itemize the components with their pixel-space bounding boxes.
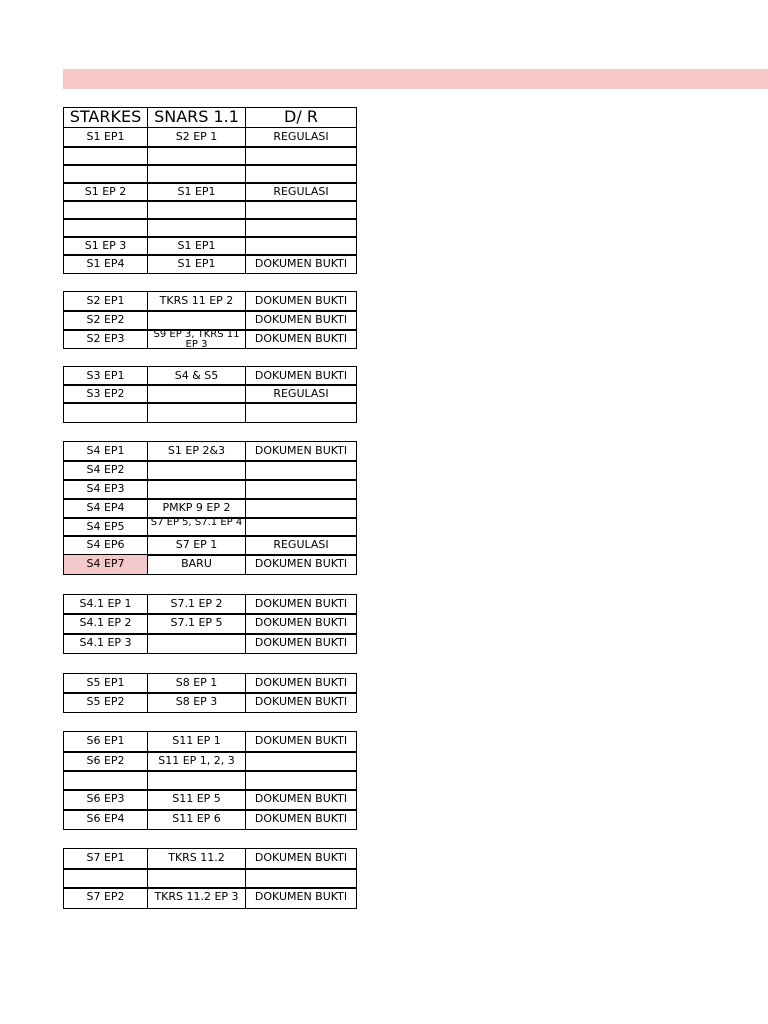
- spacer-row: [63, 273, 357, 292]
- table-row: [63, 751, 357, 771]
- table-row: [63, 127, 357, 147]
- header-snars[interactable]: SNARS 1.1: [147, 107, 246, 128]
- table-row: [63, 291, 357, 311]
- cell-dr[interactable]: DOKUMEN BUKTI: [245, 554, 357, 575]
- cell-dr[interactable]: [245, 236, 357, 256]
- table-row: [63, 329, 357, 348]
- cell-dr[interactable]: REGULASI: [245, 182, 357, 202]
- cell-dr[interactable]: [245, 517, 357, 537]
- cell-snars[interactable]: S1 EP1: [147, 182, 246, 202]
- spacer-row: [63, 829, 357, 849]
- cell-dr[interactable]: [245, 770, 357, 791]
- cell-snars[interactable]: S7 EP 5, S7.1 EP 4: [147, 517, 246, 537]
- cell-starkes[interactable]: S4.1 EP 2: [63, 613, 148, 635]
- cell-starkes[interactable]: S6 EP3: [63, 789, 148, 811]
- cell-dr[interactable]: [245, 498, 357, 519]
- cell-snars[interactable]: BARU: [147, 554, 246, 575]
- table-row: [63, 848, 357, 869]
- cell-snars[interactable]: [147, 218, 246, 238]
- cell-starkes[interactable]: S5 EP1: [63, 673, 148, 694]
- table-row: [63, 613, 357, 634]
- cell-snars[interactable]: S1 EP1: [147, 254, 246, 274]
- table-row: [63, 479, 357, 499]
- cell-snars[interactable]: PMKP 9 EP 2: [147, 498, 246, 519]
- cell-dr[interactable]: [245, 218, 357, 238]
- cell-dr[interactable]: [245, 402, 357, 423]
- cell-dr[interactable]: DOKUMEN BUKTI: [245, 291, 357, 312]
- cell-dr[interactable]: DOKUMEN BUKTI: [245, 692, 357, 713]
- cell-dr[interactable]: [245, 751, 357, 772]
- table-row: [63, 218, 357, 237]
- cell-snars[interactable]: [147, 633, 246, 654]
- cell-dr[interactable]: [245, 479, 357, 500]
- cell-starkes[interactable]: S4 EP7: [63, 554, 148, 575]
- cell-starkes[interactable]: S4 EP3: [63, 479, 148, 500]
- table-row: [63, 146, 357, 165]
- cell-dr[interactable]: DOKUMEN BUKTI: [245, 329, 357, 349]
- cell-snars[interactable]: S7 EP 1: [147, 535, 246, 556]
- cell-snars[interactable]: [147, 770, 246, 791]
- cell-snars[interactable]: S8 EP 3: [147, 692, 246, 713]
- cell-snars[interactable]: [147, 146, 246, 166]
- cell-starkes[interactable]: S7 EP2: [63, 887, 148, 909]
- spacer-row: [63, 653, 357, 674]
- cell-starkes[interactable]: S1 EP 2: [63, 182, 148, 202]
- cell-snars[interactable]: S2 EP 1: [147, 127, 246, 148]
- cell-snars[interactable]: TKRS 11 EP 2: [147, 291, 246, 312]
- cell-snars[interactable]: [147, 460, 246, 481]
- cell-snars[interactable]: S11 EP 1: [147, 731, 246, 753]
- spacer-row: [63, 712, 357, 732]
- table-row: [63, 633, 357, 653]
- table-row: [63, 692, 357, 712]
- cell-snars[interactable]: [147, 200, 246, 220]
- cell-dr[interactable]: DOKUMEN BUKTI: [245, 789, 357, 811]
- cell-snars[interactable]: [147, 164, 246, 184]
- cell-snars[interactable]: S11 EP 6: [147, 809, 246, 830]
- cell-dr[interactable]: DOKUMEN BUKTI: [245, 633, 357, 654]
- cell-starkes[interactable]: S6 EP2: [63, 751, 148, 772]
- table-row: [63, 441, 357, 461]
- cell-snars[interactable]: [147, 868, 246, 889]
- cell-starkes[interactable]: S4 EP5: [63, 517, 148, 537]
- cell-snars[interactable]: [147, 310, 246, 331]
- table-row: [63, 460, 357, 480]
- cell-dr[interactable]: DOKUMEN BUKTI: [245, 809, 357, 830]
- cell-starkes[interactable]: S4 EP4: [63, 498, 148, 519]
- header-dr[interactable]: D/ R: [245, 107, 357, 128]
- cell-snars[interactable]: [147, 479, 246, 500]
- cell-starkes[interactable]: S2 EP1: [63, 291, 148, 312]
- cell-starkes[interactable]: [63, 146, 148, 166]
- header-starkes[interactable]: STARKES: [63, 107, 148, 128]
- table-row: [63, 535, 357, 555]
- cell-starkes[interactable]: [63, 218, 148, 238]
- cell-dr[interactable]: REGULASI: [245, 127, 357, 148]
- cell-starkes[interactable]: S6 EP1: [63, 731, 148, 753]
- spacer-row: [63, 422, 357, 442]
- cell-dr[interactable]: [245, 460, 357, 481]
- cell-starkes[interactable]: S4 EP1: [63, 441, 148, 462]
- cell-snars[interactable]: TKRS 11.2: [147, 848, 246, 870]
- cell-dr[interactable]: REGULASI: [245, 535, 357, 556]
- table-row: [63, 366, 357, 385]
- cell-dr[interactable]: [245, 200, 357, 220]
- table-row: [63, 594, 357, 614]
- cell-starkes[interactable]: [63, 868, 148, 889]
- spacer-row: [63, 574, 357, 595]
- cell-snars[interactable]: TKRS 11.2 EP 3: [147, 887, 246, 909]
- cell-snars[interactable]: S11 EP 1, 2, 3: [147, 751, 246, 772]
- cell-starkes[interactable]: [63, 770, 148, 791]
- table-row: [63, 554, 357, 574]
- table-row: [63, 254, 357, 273]
- table-row: [63, 770, 357, 790]
- cell-dr[interactable]: DOKUMEN BUKTI: [245, 848, 357, 870]
- table-row: [63, 310, 357, 330]
- cell-snars[interactable]: S7.1 EP 5: [147, 613, 246, 635]
- cell-snars[interactable]: [147, 384, 246, 404]
- cell-dr[interactable]: REGULASI: [245, 384, 357, 404]
- cell-starkes[interactable]: S1 EP1: [63, 127, 148, 148]
- header-banner: [63, 69, 768, 89]
- cell-starkes[interactable]: S5 EP2: [63, 692, 148, 713]
- cell-dr[interactable]: DOKUMEN BUKTI: [245, 594, 357, 615]
- spreadsheet-table: [63, 107, 357, 908]
- cell-starkes[interactable]: S2 EP3: [63, 329, 148, 349]
- table-row: [63, 789, 357, 810]
- cell-snars[interactable]: S7.1 EP 2: [147, 594, 246, 615]
- cell-snars[interactable]: S1 EP1: [147, 236, 246, 256]
- cell-starkes[interactable]: [63, 402, 148, 423]
- cell-starkes[interactable]: S3 EP1: [63, 366, 148, 386]
- cell-starkes[interactable]: S4.1 EP 3: [63, 633, 148, 654]
- table-row: [63, 200, 357, 219]
- table-row: [63, 384, 357, 403]
- cell-snars[interactable]: S8 EP 1: [147, 673, 246, 694]
- cell-dr[interactable]: DOKUMEN BUKTI: [245, 887, 357, 909]
- cell-dr[interactable]: DOKUMEN BUKTI: [245, 731, 357, 753]
- cell-dr[interactable]: DOKUMEN BUKTI: [245, 254, 357, 274]
- table-row: [63, 182, 357, 201]
- cell-starkes[interactable]: S3 EP2: [63, 384, 148, 404]
- table-row: [63, 236, 357, 255]
- table-row: [63, 809, 357, 829]
- cell-starkes[interactable]: S4.1 EP 1: [63, 594, 148, 615]
- cell-dr[interactable]: DOKUMEN BUKTI: [245, 441, 357, 462]
- table-row: [63, 868, 357, 888]
- table-row: [63, 498, 357, 518]
- table-row: [63, 887, 357, 908]
- cell-starkes[interactable]: [63, 200, 148, 220]
- cell-dr[interactable]: DOKUMEN BUKTI: [245, 613, 357, 635]
- cell-snars[interactable]: S9 EP 3, TKRS 11 EP 3: [147, 329, 246, 349]
- cell-starkes[interactable]: S6 EP4: [63, 809, 148, 830]
- table-row: [63, 164, 357, 183]
- cell-dr[interactable]: DOKUMEN BUKTI: [245, 310, 357, 331]
- cell-starkes[interactable]: [63, 164, 148, 184]
- cell-dr[interactable]: [245, 868, 357, 889]
- cell-starkes[interactable]: S1 EP4: [63, 254, 148, 274]
- cell-snars[interactable]: S11 EP 5: [147, 789, 246, 811]
- cell-snars[interactable]: S1 EP 2&3: [147, 441, 246, 462]
- cell-starkes[interactable]: S2 EP2: [63, 310, 148, 331]
- cell-dr[interactable]: DOKUMEN BUKTI: [245, 366, 357, 386]
- cell-starkes[interactable]: S1 EP 3: [63, 236, 148, 256]
- table-row: [63, 673, 357, 693]
- table-row: [63, 731, 357, 752]
- cell-starkes[interactable]: S4 EP2: [63, 460, 148, 481]
- table-header-row: [63, 107, 357, 128]
- table-row: [63, 402, 357, 422]
- cell-starkes[interactable]: S4 EP6: [63, 535, 148, 556]
- cell-dr[interactable]: [245, 164, 357, 184]
- cell-dr[interactable]: DOKUMEN BUKTI: [245, 673, 357, 694]
- cell-starkes[interactable]: S7 EP1: [63, 848, 148, 870]
- cell-snars[interactable]: S4 & S5: [147, 366, 246, 386]
- table-row: [63, 517, 357, 536]
- cell-dr[interactable]: [245, 146, 357, 166]
- cell-snars[interactable]: [147, 402, 246, 423]
- spacer-row: [63, 348, 357, 367]
